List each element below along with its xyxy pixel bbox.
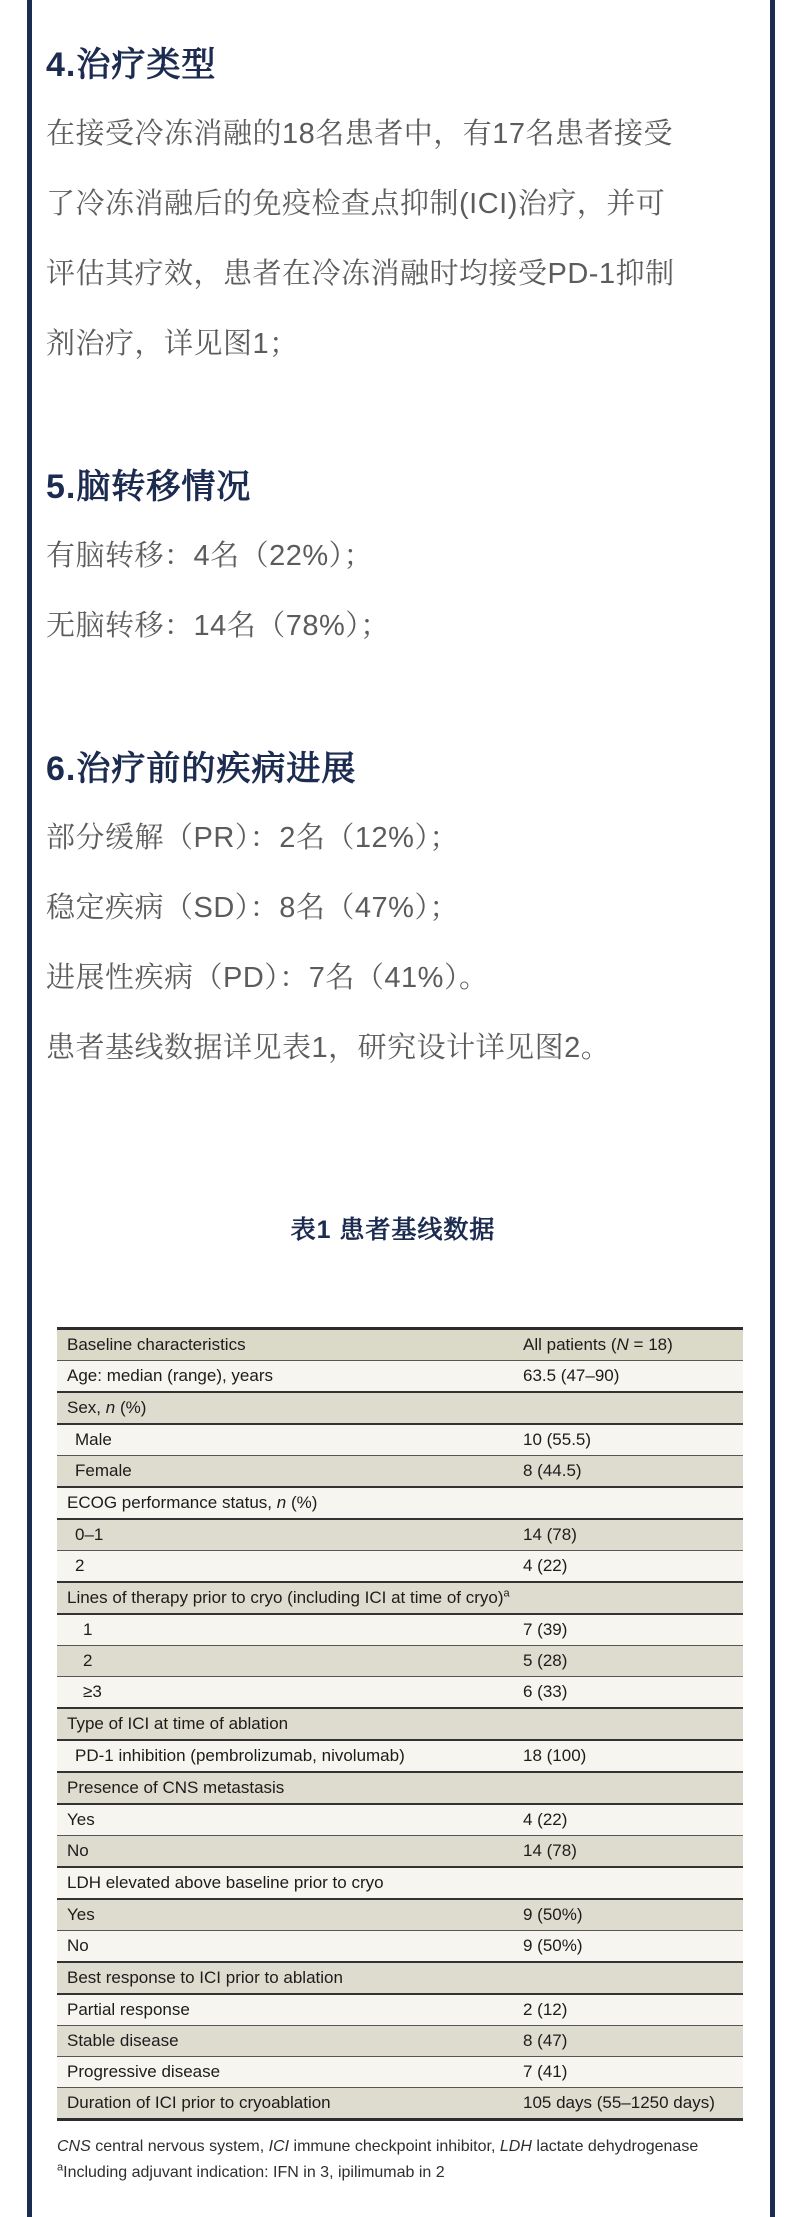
section-4-heading: 4.治疗类型 bbox=[46, 46, 217, 84]
row-label: 2 bbox=[83, 1651, 93, 1670]
table-footnotes bbox=[57, 2134, 740, 2186]
row-value bbox=[513, 1962, 743, 1994]
row-value bbox=[513, 1867, 743, 1899]
section-4 bbox=[46, 45, 740, 379]
table-footnote-2: $^a$Including adjuvant indication: IFN in 3, ipilimumab in 2 bbox=[57, 2161, 445, 2181]
row-value: 10 (55.5) bbox=[523, 1430, 592, 1449]
row-value: 5 (28) bbox=[523, 1651, 568, 1670]
section-6-line-4: 患者基线数据详见表1，研究设计详见图2。 bbox=[46, 1032, 611, 1064]
row-value bbox=[513, 1772, 743, 1804]
table-row bbox=[57, 1994, 743, 2026]
table-row bbox=[57, 1836, 743, 1868]
table-row bbox=[57, 1931, 743, 1963]
row-value: 9 (50%) bbox=[523, 1905, 583, 1924]
section-6-heading: 6.治疗前的疾病进展 bbox=[46, 750, 357, 788]
table-header-cell-2: All patients (N = 18) bbox=[513, 1329, 743, 1361]
row-label: Presence of CNS metastasis bbox=[67, 1778, 285, 1797]
row-value: 7 (39) bbox=[523, 1620, 568, 1639]
table-row bbox=[57, 1487, 743, 1519]
row-value bbox=[513, 1392, 743, 1424]
table-row bbox=[57, 1867, 743, 1899]
table-title: 表1 患者基线数据 bbox=[290, 1216, 496, 1244]
table-footnote-1: CNS central nervous system, ICI immune checkpoint inhibitor, LDH lactate dehydrogenase bbox=[57, 2138, 699, 2155]
row-value bbox=[513, 1708, 743, 1740]
row-label: PD-1 inhibition (pembrolizumab, nivolumab) bbox=[75, 1746, 405, 1765]
row-label: Yes bbox=[67, 1810, 95, 1829]
table-row bbox=[57, 2026, 743, 2057]
section-6-line-1: 部分缓解（PR）：2名（12%）； bbox=[46, 822, 459, 854]
table-row bbox=[57, 1456, 743, 1488]
section-6-line-3: 进展性疾病（PD）：7名（41%）。 bbox=[46, 962, 489, 994]
section-4-line-4: 剂治疗，详见图1； bbox=[46, 328, 299, 360]
row-label: Best response to ICI prior to ablation bbox=[67, 1968, 343, 1987]
table-row bbox=[57, 1392, 743, 1424]
section-5-heading: 5.脑转移情况 bbox=[46, 468, 252, 506]
table-row bbox=[57, 1519, 743, 1551]
table-row bbox=[57, 1646, 743, 1677]
table-row bbox=[57, 1551, 743, 1583]
row-value: 8 (44.5) bbox=[523, 1461, 582, 1480]
row-label: ≥3 bbox=[83, 1682, 102, 1701]
row-label: Female bbox=[75, 1461, 132, 1480]
row-value: 7 (41) bbox=[523, 2062, 568, 2081]
page-left-border bbox=[27, 0, 32, 2217]
row-label: ECOG performance status, n (%) bbox=[67, 1493, 318, 1512]
row-label: LDH elevated above baseline prior to cryo bbox=[67, 1873, 384, 1892]
row-value bbox=[513, 1582, 743, 1614]
table-row bbox=[57, 1804, 743, 1836]
row-value: 4 (22) bbox=[523, 1810, 568, 1829]
section-5-line-2: 无脑转移：14名（78%）； bbox=[46, 610, 390, 642]
table-row bbox=[57, 2088, 743, 2120]
row-label: Sex, n (%) bbox=[67, 1398, 147, 1417]
row-label: Progressive disease bbox=[67, 2062, 221, 2081]
row-value: 14 (78) bbox=[523, 1525, 577, 1544]
row-label: Type of ICI at time of ablation bbox=[67, 1714, 289, 1733]
row-label: 0–1 bbox=[75, 1525, 104, 1544]
table-row bbox=[57, 1962, 743, 1994]
row-value: 63.5 (47–90) bbox=[523, 1366, 620, 1385]
row-value: 2 (12) bbox=[523, 2000, 568, 2019]
row-label: No bbox=[67, 1936, 89, 1955]
row-label: Yes bbox=[67, 1905, 95, 1924]
row-label: 1 bbox=[83, 1620, 93, 1639]
row-label: Male bbox=[75, 1430, 112, 1449]
table-row bbox=[57, 2057, 743, 2088]
page-right-border bbox=[770, 0, 775, 2217]
row-value bbox=[513, 1487, 743, 1519]
row-value: 6 (33) bbox=[523, 1682, 568, 1701]
section-6 bbox=[46, 749, 740, 1083]
table-row bbox=[57, 1677, 743, 1709]
row-value: 14 (78) bbox=[523, 1841, 577, 1860]
table-row bbox=[57, 1614, 743, 1646]
section-4-line-2: 了冷冻消融后的免疫检查点抑制(ICI)治疗，并可 bbox=[46, 188, 666, 220]
row-value: 8 (47) bbox=[523, 2031, 568, 2050]
row-label: Stable disease bbox=[67, 2031, 179, 2050]
section-6-line-2: 稳定疾病（SD）：8名（47%）； bbox=[46, 892, 459, 924]
table-row bbox=[57, 1708, 743, 1740]
table-row bbox=[57, 1424, 743, 1456]
row-label: Partial response bbox=[67, 2000, 190, 2019]
row-label: Duration of ICI prior to cryoablation bbox=[67, 2093, 331, 2112]
table-row bbox=[57, 1361, 743, 1393]
row-label: Age: median (range), years bbox=[67, 1366, 273, 1385]
section-4-line-3: 评估其疗效，患者在冷冻消融时均接受PD-1抑制 bbox=[46, 258, 675, 290]
row-label: 2 bbox=[75, 1556, 85, 1575]
section-5-line-1: 有脑转移：4名（22%）； bbox=[46, 540, 374, 572]
table-row bbox=[57, 1772, 743, 1804]
table-header-row bbox=[57, 1329, 743, 1361]
table-row bbox=[57, 1899, 743, 1931]
sections-container bbox=[46, 45, 740, 1083]
row-value: 105 days (55–1250 days) bbox=[523, 2093, 715, 2112]
row-value: 9 (50%) bbox=[523, 1936, 583, 1955]
table-row bbox=[57, 1582, 743, 1614]
row-value: 4 (22) bbox=[523, 1556, 568, 1575]
row-label: Lines of therapy prior to cryo (including ICI at time of cryo)$^a$ bbox=[67, 1587, 510, 1607]
section-4-line-1: 在接受冷冻消融的18名患者中，有17名患者接受 bbox=[46, 118, 674, 150]
table-header-cell-1: Baseline characteristics bbox=[57, 1329, 513, 1361]
section-5 bbox=[46, 467, 740, 661]
table-body bbox=[57, 1361, 743, 2120]
article-content bbox=[46, 45, 740, 2186]
row-value: 18 (100) bbox=[523, 1746, 587, 1765]
baseline-characteristics-table bbox=[57, 1327, 743, 2121]
row-label: No bbox=[67, 1841, 89, 1860]
table-row bbox=[57, 1740, 743, 1772]
